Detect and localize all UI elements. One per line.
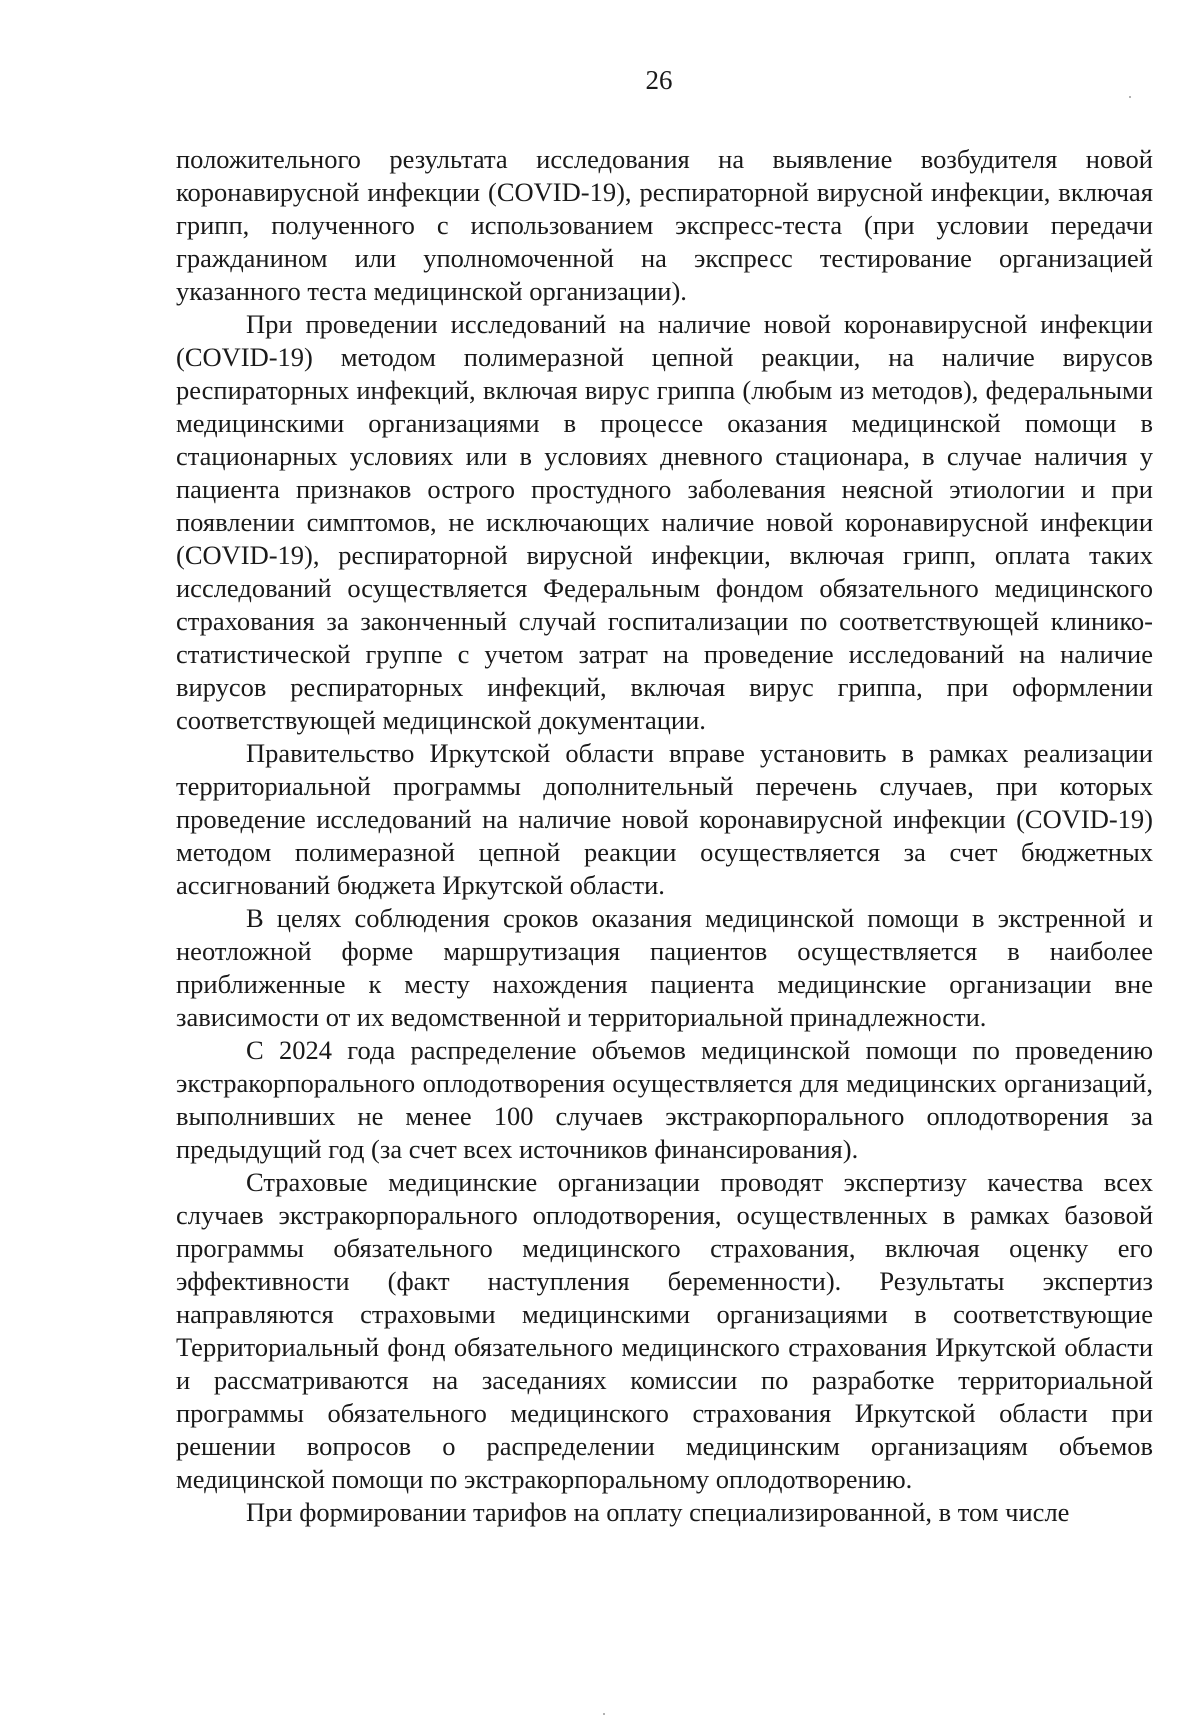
paragraph-regional-government: Правительство Иркутской области вправе установить в рамках реализации территориальной программы дополнительный перечень случаев, при которых проведение исследований на наличие новой коронавирусной инфекции (COVID-19) методом полимеразной цепной реакции осуществляется за счет бюджетных ассигнований бюджета Иркутской области. <box>176 738 1153 900</box>
paragraph-ivf-volume-distribution: С 2024 года распределение объемов медицинской помощи по проведению экстракорпорального оплодотворения осуществляется для медицинских организаций, выполнивших не менее 100 случаев экстракорпорального оплодотворения за предыдущий год (за счет всех источников финансирования). <box>176 1035 1153 1164</box>
paragraph-continuation: положительного результата исследования на выявление возбудителя новой коронавирусной инфекции (COVID-19), респираторной вирусной инфекции, включая грипп, полученного с использованием экспресс-теста (при условии передачи гражданином или уполномоченной на экспресс тестирование организацией указанного теста медицинской организации). <box>176 144 1153 306</box>
paragraph-pcr-testing-payment: При проведении исследований на наличие новой коронавирусной инфекции (COVID-19) методом полимеразной цепной реакции, на наличие вирусов респираторных инфекций, включая вирус гриппа (любым из методов), федеральными медицинскими организациями в процессе оказания медицинской помощи в стационарных условиях или в условиях дневного стационара, в случае наличия у пациента признаков острого простудного заболевания неясной этиологии и при появлении симптомов, не исключающих наличие новой коронавирусной инфекции (COVID-19), респираторной вирусной инфекции, включая грипп, оплата таких исследований осуществляется Федеральным фондом обязательного медицинского страхования за законченный случай госпитализации по соответствующей клинико-статистической группе с учетом затрат на проведение исследований на наличие вирусов респираторных инфекций, включая вирус гриппа, при оформлении соответствующей медицинской документации. <box>176 309 1153 735</box>
paragraph-tariff-formation: При формировании тарифов на оплату специализированной, в том числе <box>246 1497 1070 1527</box>
paragraph-patient-routing: В целях соблюдения сроков оказания медицинской помощи в экстренной и неотложной форме маршрутизация пациентов осуществляется в наиболее приближенные к месту нахождения пациента медицинские организации вне зависимости от их ведомственной и территориальной принадлежности. <box>176 903 1153 1032</box>
scan-speck <box>1129 96 1131 98</box>
page-number: 26 <box>645 65 673 95</box>
paragraph-ivf-quality-expertise: Страховые медицинские организации проводят экспертизу качества всех случаев экстракорпорального оплодотворения, осуществленных в рамках базовой программы обязательного медицинского страхования, включая оценку его эффективности (факт наступления беременности). Результаты экспертиз направляются страховыми медицинскими организациями в соответствующие Территориальный фонд обязательного медицинского страхования Иркутской области и рассматриваются на заседаниях комиссии по разработке территориальной программы обязательного медицинского страхования Иркутской области при решении вопросов о распределении медицинским организациям объемов медицинской помощи по экстракорпоральному оплодотворению. <box>176 1167 1153 1494</box>
scan-speck <box>603 1713 605 1715</box>
document-body <box>176 143 1153 1529</box>
